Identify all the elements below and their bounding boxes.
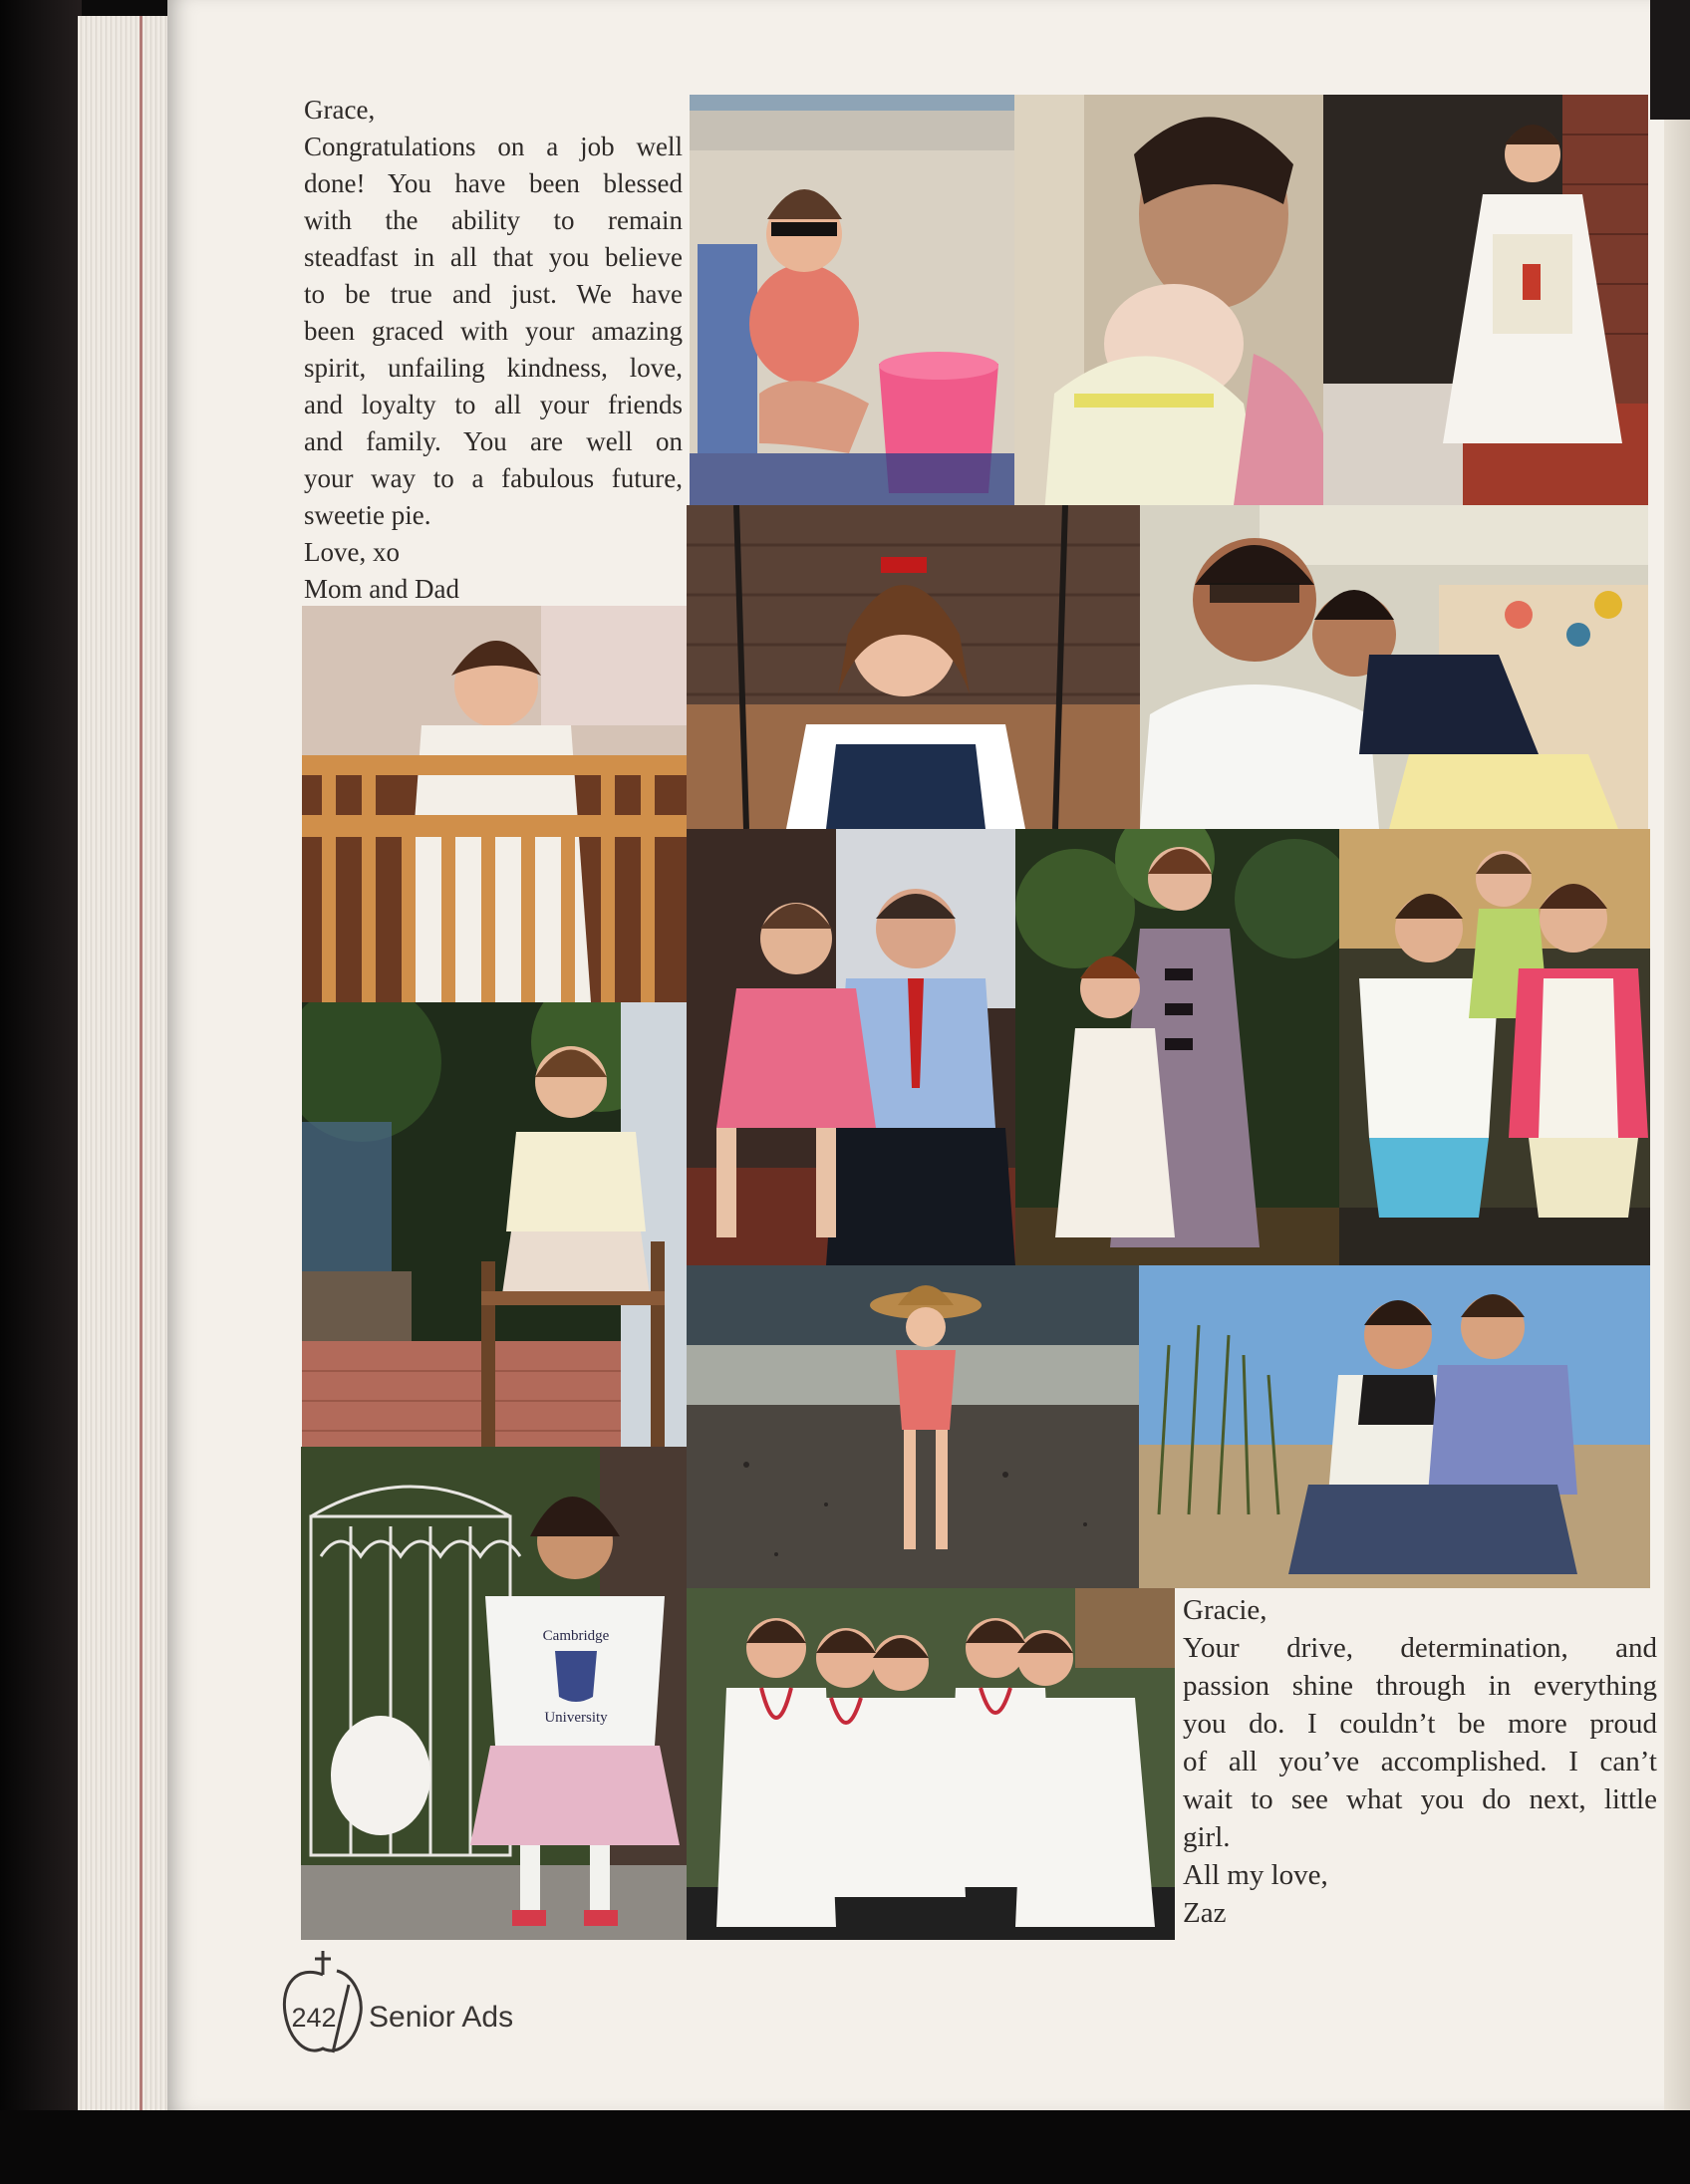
photo-beach-toddler-pail: [690, 95, 1014, 505]
message-line: been graced with your amazing: [304, 316, 683, 346]
message-line: spirit, unfailing kindness, love,: [304, 353, 683, 383]
message-line: steadfast in all that you believe: [304, 242, 683, 272]
message-line: of all you’ve accomplished. I can’t: [1183, 1746, 1657, 1777]
message-line: wait to see what you do next, little: [1183, 1783, 1657, 1815]
message-line: passion shine through in everything: [1183, 1670, 1657, 1702]
photo-mother-with-baby: [1014, 95, 1323, 505]
signature: Zaz: [1183, 1897, 1227, 1929]
next-page-edge: [1664, 0, 1690, 2110]
message-gracie: [1183, 1591, 1657, 1932]
closing: All my love,: [1183, 1859, 1328, 1891]
greeting: Grace,: [304, 95, 376, 125]
photo-three-girls: [1339, 829, 1650, 1265]
photo-two-friends-beach-dune: [1139, 1265, 1650, 1588]
photo-beach-cowboy-hat: [687, 1265, 1139, 1588]
background-bottom: [0, 2110, 1690, 2184]
message-line: your way to a fabulous future,: [304, 463, 683, 493]
message-line: done! You have been blessed: [304, 168, 683, 198]
greeting: Gracie,: [1183, 1594, 1268, 1626]
photo-girl-with-grandfather: [687, 829, 1015, 1265]
photo-girl-cambridge-sweatshirt-dog: [301, 1447, 687, 1940]
section-title: Senior Ads: [369, 2001, 514, 2034]
page-edges: [78, 16, 169, 2120]
page-edge-line: [140, 16, 142, 2120]
photo-girl-on-chair-garden: [302, 1002, 687, 1447]
message-line: and loyalty to all your friends: [304, 390, 683, 419]
signature: Mom and Dad: [304, 574, 459, 604]
message-line: Congratulations on a job well: [304, 132, 683, 161]
photo-girl-on-swing: [687, 505, 1140, 829]
message-line: with the ability to remain: [304, 205, 683, 235]
photo-toddler-crib: [302, 606, 687, 1002]
message-line: and family. You are well on: [304, 426, 683, 456]
message-line: to be true and just. We have: [304, 279, 683, 309]
message-line: sweetie pie.: [304, 500, 431, 530]
corner-shadow: [1650, 0, 1690, 120]
page-footer: [277, 1945, 676, 2064]
photo-father-with-sleeping-child: [1140, 505, 1648, 829]
sweatshirt-text: Cambridge: [542, 1628, 610, 1644]
message-line: you do. I couldn’t be more proud: [1183, 1708, 1657, 1740]
book-spine-shadow: [0, 0, 82, 2122]
message-grace: [304, 92, 683, 608]
photo-group-of-friends: [687, 1588, 1175, 1940]
photo-two-girls-in-dresses: [1015, 829, 1339, 1265]
closing: Love, xo: [304, 537, 400, 567]
message-line: Your drive, determination, and: [1183, 1632, 1657, 1664]
sweatshirt-text: University: [544, 1710, 608, 1726]
message-line: girl.: [1183, 1821, 1231, 1853]
photo-first-communion: [1323, 95, 1648, 505]
page-number: 242: [291, 2003, 337, 2033]
